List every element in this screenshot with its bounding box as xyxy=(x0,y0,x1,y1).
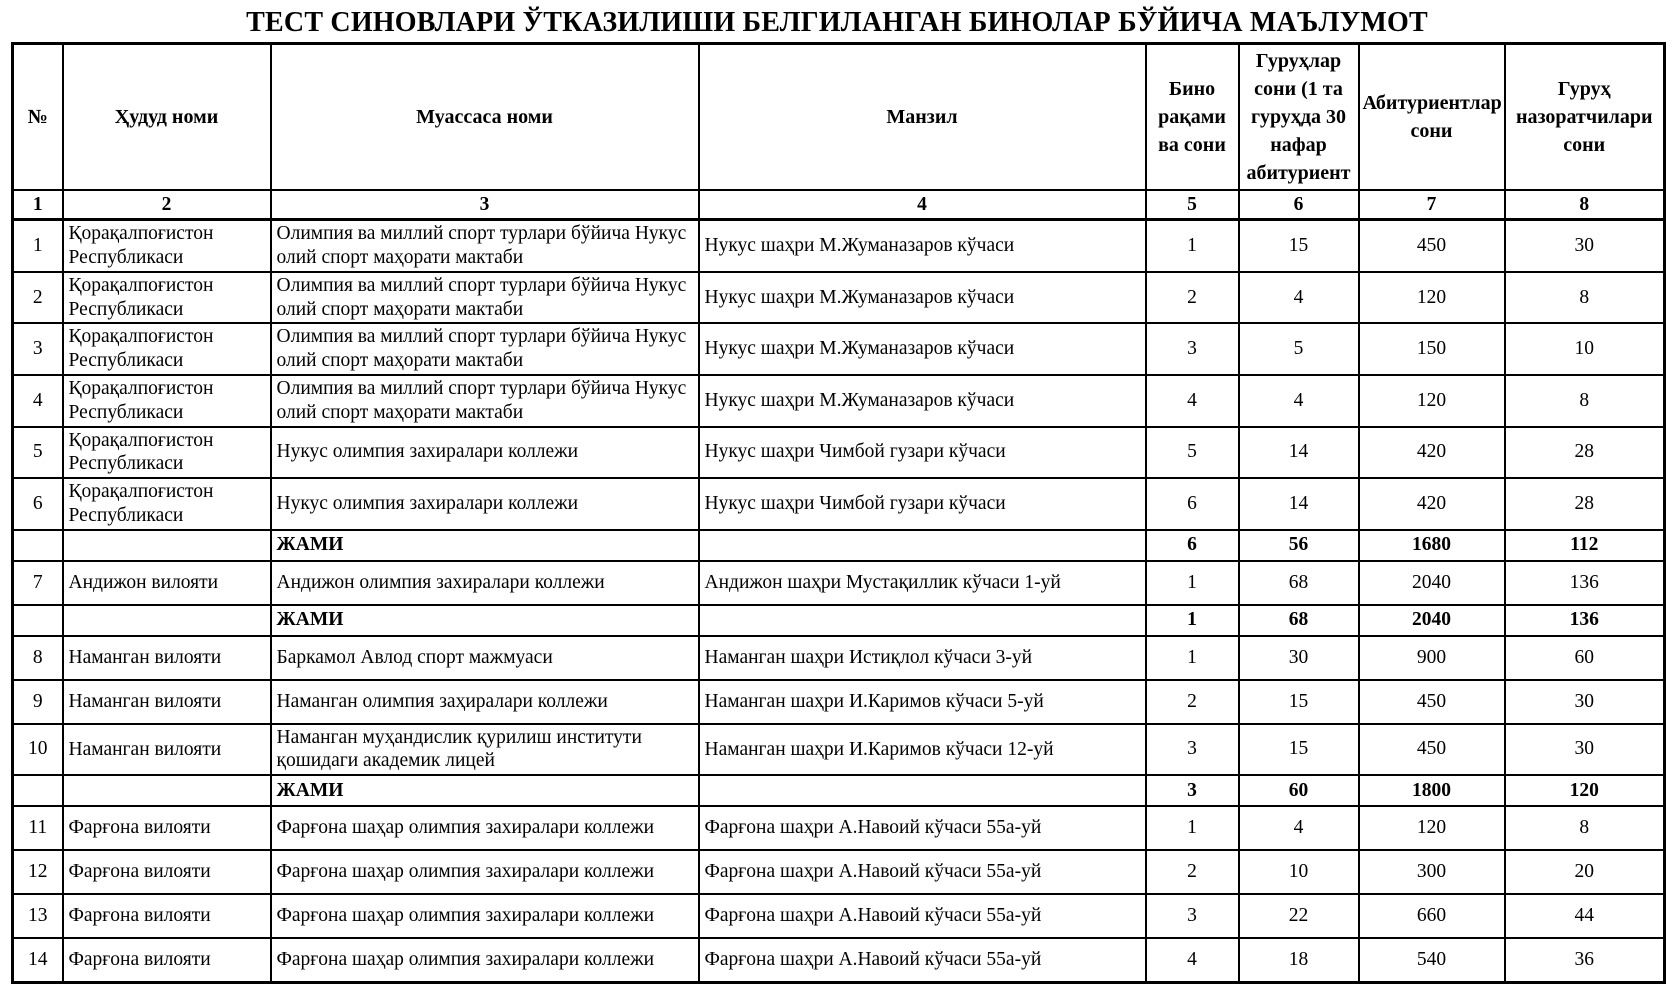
column-number: 7 xyxy=(1359,190,1505,220)
cell-institution: Фарғона шаҳар олимпия захиралари коллежи xyxy=(271,850,699,894)
cell-supervisors-count: 30 xyxy=(1505,680,1665,724)
cell-supervisors-count: 44 xyxy=(1505,894,1665,938)
cell-region: Фарғона вилояти xyxy=(63,806,271,850)
cell-region xyxy=(63,775,271,806)
cell-applicants-count: 120 xyxy=(1359,272,1505,324)
table-row xyxy=(13,680,1665,724)
cell-row-number: 5 xyxy=(13,427,63,479)
cell-address: Нукус шаҳри Чимбой гузари кўчаси xyxy=(699,478,1146,530)
total-row xyxy=(13,775,1665,806)
cell-groups-count: 60 xyxy=(1239,775,1359,806)
cell-institution: ЖАМИ xyxy=(271,605,699,636)
cell-institution: Нукус олимпия захиралари коллежи xyxy=(271,427,699,479)
cell-institution: Фарғона шаҳар олимпия захиралари коллежи xyxy=(271,894,699,938)
cell-applicants-count: 660 xyxy=(1359,894,1505,938)
cell-row-number xyxy=(13,605,63,636)
cell-institution: Андижон олимпия захиралари коллежи xyxy=(271,561,699,605)
table-row xyxy=(13,561,1665,605)
header-address: Манзил xyxy=(699,44,1146,191)
cell-groups-count: 15 xyxy=(1239,680,1359,724)
cell-region: Фарғона вилояти xyxy=(63,894,271,938)
cell-address: Наманган шаҳри И.Каримов кўчаси 12-уй xyxy=(699,724,1146,776)
cell-institution: Олимпия ва миллий спорт турлари бўйича Нукус олий спорт маҳорати мактаби xyxy=(271,220,699,272)
cell-institution: Наманган муҳандислик қурилиш институти қошидаги академик лицей xyxy=(271,724,699,776)
cell-institution: ЖАМИ xyxy=(271,530,699,561)
cell-supervisors-count: 136 xyxy=(1505,605,1665,636)
cell-building-number: 1 xyxy=(1146,806,1239,850)
cell-region: Андижон вилояти xyxy=(63,561,271,605)
header-supervisors-count: Гуруҳ назоратчилари сони xyxy=(1505,44,1665,191)
cell-address: Фарғона шаҳри А.Навоий кўчаси 55а-уй xyxy=(699,894,1146,938)
table-row xyxy=(13,850,1665,894)
cell-building-number: 3 xyxy=(1146,724,1239,776)
cell-region: Қорақалпоғистон Республикаси xyxy=(63,478,271,530)
column-number: 4 xyxy=(699,190,1146,220)
cell-applicants-count: 120 xyxy=(1359,806,1505,850)
cell-applicants-count: 420 xyxy=(1359,478,1505,530)
cell-building-number: 2 xyxy=(1146,850,1239,894)
cell-groups-count: 4 xyxy=(1239,375,1359,427)
cell-address: Наманган шаҳри И.Каримов кўчаси 5-уй xyxy=(699,680,1146,724)
cell-row-number: 14 xyxy=(13,938,63,982)
cell-applicants-count: 900 xyxy=(1359,636,1505,680)
table-row xyxy=(13,894,1665,938)
cell-supervisors-count: 28 xyxy=(1505,427,1665,479)
cell-row-number: 2 xyxy=(13,272,63,324)
cell-region: Қорақалпоғистон Республикаси xyxy=(63,272,271,324)
cell-region: Наманган вилояти xyxy=(63,724,271,776)
cell-row-number xyxy=(13,530,63,561)
column-number: 5 xyxy=(1146,190,1239,220)
cell-building-number: 3 xyxy=(1146,775,1239,806)
cell-row-number: 9 xyxy=(13,680,63,724)
column-number: 3 xyxy=(271,190,699,220)
cell-supervisors-count: 136 xyxy=(1505,561,1665,605)
page-title: ТЕСТ СИНОВЛАРИ ЎТКАЗИЛИШИ БЕЛГИЛАНГАН БИНОЛАР БЎЙИЧА МАЪЛУМОТ xyxy=(246,7,1428,38)
cell-applicants-count: 2040 xyxy=(1359,561,1505,605)
cell-building-number: 1 xyxy=(1146,605,1239,636)
cell-institution: Фарғона шаҳар олимпия захиралари коллежи xyxy=(271,938,699,982)
cell-applicants-count: 1800 xyxy=(1359,775,1505,806)
cell-address: Нукус шаҳри М.Жуманазаров кўчаси xyxy=(699,220,1146,272)
cell-institution: Нукус олимпия захиралари коллежи xyxy=(271,478,699,530)
cell-building-number: 5 xyxy=(1146,427,1239,479)
cell-region xyxy=(63,605,271,636)
cell-address: Андижон шаҳри Мустақиллик кўчаси 1-уй xyxy=(699,561,1146,605)
cell-address: Нукус шаҳри М.Жуманазаров кўчаси xyxy=(699,272,1146,324)
table-body xyxy=(13,220,1665,982)
buildings-table xyxy=(11,42,1666,984)
table-row xyxy=(13,323,1665,375)
cell-supervisors-count: 8 xyxy=(1505,375,1665,427)
cell-building-number: 4 xyxy=(1146,938,1239,982)
cell-groups-count: 4 xyxy=(1239,272,1359,324)
header-institution: Муассаса номи xyxy=(271,44,699,191)
cell-supervisors-count: 8 xyxy=(1505,272,1665,324)
cell-region: Қорақалпоғистон Республикаси xyxy=(63,220,271,272)
column-number: 8 xyxy=(1505,190,1665,220)
cell-groups-count: 56 xyxy=(1239,530,1359,561)
cell-applicants-count: 120 xyxy=(1359,375,1505,427)
table-row xyxy=(13,478,1665,530)
cell-region: Қорақалпоғистон Республикаси xyxy=(63,375,271,427)
cell-institution: Баркамол Авлод спорт мажмуаси xyxy=(271,636,699,680)
cell-supervisors-count: 20 xyxy=(1505,850,1665,894)
cell-groups-count: 30 xyxy=(1239,636,1359,680)
cell-row-number: 7 xyxy=(13,561,63,605)
cell-address xyxy=(699,605,1146,636)
cell-supervisors-count: 30 xyxy=(1505,220,1665,272)
cell-row-number: 11 xyxy=(13,806,63,850)
cell-region: Қорақалпоғистон Республикаси xyxy=(63,427,271,479)
cell-groups-count: 22 xyxy=(1239,894,1359,938)
cell-row-number: 6 xyxy=(13,478,63,530)
cell-groups-count: 4 xyxy=(1239,806,1359,850)
cell-supervisors-count: 30 xyxy=(1505,724,1665,776)
cell-row-number: 1 xyxy=(13,220,63,272)
header-building-number: Бино рақами ва сони xyxy=(1146,44,1239,191)
cell-supervisors-count: 60 xyxy=(1505,636,1665,680)
cell-row-number: 13 xyxy=(13,894,63,938)
cell-groups-count: 15 xyxy=(1239,724,1359,776)
cell-row-number: 3 xyxy=(13,323,63,375)
total-row xyxy=(13,530,1665,561)
table-row xyxy=(13,427,1665,479)
cell-region: Наманган вилояти xyxy=(63,636,271,680)
column-number: 6 xyxy=(1239,190,1359,220)
cell-groups-count: 5 xyxy=(1239,323,1359,375)
cell-address xyxy=(699,530,1146,561)
column-number: 1 xyxy=(13,190,63,220)
cell-region: Қорақалпоғистон Республикаси xyxy=(63,323,271,375)
cell-groups-count: 10 xyxy=(1239,850,1359,894)
cell-institution: ЖАМИ xyxy=(271,775,699,806)
cell-building-number: 1 xyxy=(1146,220,1239,272)
cell-applicants-count: 1680 xyxy=(1359,530,1505,561)
header-applicants-count: Абитуриентлар сони xyxy=(1359,44,1505,191)
cell-address: Фарғона шаҳри А.Навоий кўчаси 55а-уй xyxy=(699,850,1146,894)
cell-address: Нукус шаҳри Чимбой гузари кўчаси xyxy=(699,427,1146,479)
cell-address: Фарғона шаҳри А.Навоий кўчаси 55а-уй xyxy=(699,806,1146,850)
cell-supervisors-count: 120 xyxy=(1505,775,1665,806)
cell-building-number: 3 xyxy=(1146,894,1239,938)
header-row-number: № xyxy=(13,44,63,191)
cell-address: Фарғона шаҳри А.Навоий кўчаси 55а-уй xyxy=(699,938,1146,982)
cell-applicants-count: 450 xyxy=(1359,220,1505,272)
cell-region: Наманган вилояти xyxy=(63,680,271,724)
cell-row-number: 12 xyxy=(13,850,63,894)
cell-groups-count: 14 xyxy=(1239,478,1359,530)
cell-address xyxy=(699,775,1146,806)
header-row xyxy=(13,44,1665,191)
cell-supervisors-count: 8 xyxy=(1505,806,1665,850)
cell-supervisors-count: 36 xyxy=(1505,938,1665,982)
cell-groups-count: 68 xyxy=(1239,605,1359,636)
cell-building-number: 6 xyxy=(1146,478,1239,530)
header-region: Ҳудуд номи xyxy=(63,44,271,191)
cell-applicants-count: 450 xyxy=(1359,680,1505,724)
cell-applicants-count: 450 xyxy=(1359,724,1505,776)
table-row xyxy=(13,220,1665,272)
cell-institution: Фарғона шаҳар олимпия захиралари коллежи xyxy=(271,806,699,850)
table-row xyxy=(13,938,1665,982)
cell-address: Нукус шаҳри М.Жуманазаров кўчаси xyxy=(699,323,1146,375)
cell-institution: Олимпия ва миллий спорт турлари бўйича Нукус олий спорт маҳорати мактаби xyxy=(271,375,699,427)
cell-supervisors-count: 28 xyxy=(1505,478,1665,530)
cell-row-number xyxy=(13,775,63,806)
table-row xyxy=(13,724,1665,776)
cell-institution: Олимпия ва миллий спорт турлари бўйича Нукус олий спорт маҳорати мактаби xyxy=(271,272,699,324)
cell-institution: Олимпия ва миллий спорт турлари бўйича Нукус олий спорт маҳорати мактаби xyxy=(271,323,699,375)
cell-building-number: 3 xyxy=(1146,323,1239,375)
column-number: 2 xyxy=(63,190,271,220)
table-header xyxy=(13,44,1665,220)
cell-institution: Наманган олимпия заҳиралари коллежи xyxy=(271,680,699,724)
cell-building-number: 2 xyxy=(1146,680,1239,724)
cell-building-number: 1 xyxy=(1146,561,1239,605)
cell-region xyxy=(63,530,271,561)
cell-address: Наманган шаҳри Истиқлол кўчаси 3-уй xyxy=(699,636,1146,680)
cell-applicants-count: 540 xyxy=(1359,938,1505,982)
cell-building-number: 4 xyxy=(1146,375,1239,427)
cell-building-number: 1 xyxy=(1146,636,1239,680)
cell-building-number: 2 xyxy=(1146,272,1239,324)
total-row xyxy=(13,605,1665,636)
cell-applicants-count: 300 xyxy=(1359,850,1505,894)
cell-address: Нукус шаҳри М.Жуманазаров кўчаси xyxy=(699,375,1146,427)
table-row xyxy=(13,272,1665,324)
column-number-row xyxy=(13,190,1665,220)
cell-row-number: 10 xyxy=(13,724,63,776)
cell-region: Фарғона вилояти xyxy=(63,938,271,982)
cell-applicants-count: 420 xyxy=(1359,427,1505,479)
cell-row-number: 4 xyxy=(13,375,63,427)
cell-supervisors-count: 112 xyxy=(1505,530,1665,561)
cell-supervisors-count: 10 xyxy=(1505,323,1665,375)
cell-applicants-count: 150 xyxy=(1359,323,1505,375)
cell-region: Фарғона вилояти xyxy=(63,850,271,894)
table-row xyxy=(13,636,1665,680)
cell-groups-count: 14 xyxy=(1239,427,1359,479)
cell-groups-count: 15 xyxy=(1239,220,1359,272)
table-row xyxy=(13,806,1665,850)
cell-building-number: 6 xyxy=(1146,530,1239,561)
table-row xyxy=(13,375,1665,427)
cell-groups-count: 18 xyxy=(1239,938,1359,982)
cell-groups-count: 68 xyxy=(1239,561,1359,605)
cell-row-number: 8 xyxy=(13,636,63,680)
cell-applicants-count: 2040 xyxy=(1359,605,1505,636)
header-groups-count: Гуруҳлар сони (1 та гуруҳда 30 нафар абитуриент xyxy=(1239,44,1359,191)
